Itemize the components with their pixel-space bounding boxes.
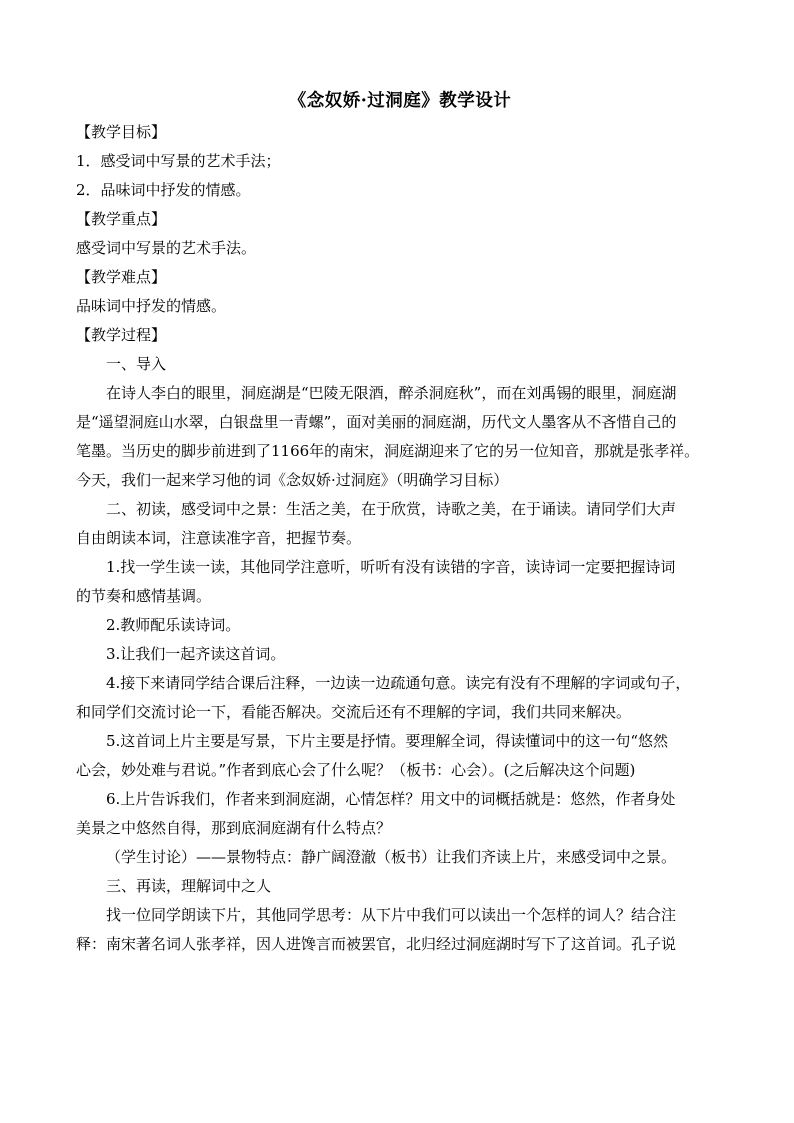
text-line: 在诗人李白的眼里，洞庭湖是“巴陵无限酒，醉杀洞庭秋”，而在刘禹锡的眼里，洞庭湖 [106,384,677,402]
text-line: 1.找一学生读一读，其他同学注意听，听听有没有读错的字音，读诗词一定要把握诗词 [106,558,676,576]
text-line: 和同学们交流讨论一下，看能否解决。交流后还有不理解的字词，我们共同来解决。 [76,703,632,721]
document-body [76,118,724,959]
text-line: 三、再读，理解词中之人 [106,877,272,895]
text-line: 2．品味词中抒发的情感。 [76,181,251,199]
document-title: 《念奴娇·过洞庭》教学设计 [288,91,512,111]
text-line: 品味词中抒发的情感。 [76,297,227,315]
text-line: 3.让我们一起齐读这首词。 [106,645,286,663]
text-line: 感受词中写景的艺术手法。 [76,239,257,257]
text-line: 【教学目标】 [76,123,167,141]
text-line: 二、初读，感受词中之景：生活之美，在于欣赏，诗歌之美，在于诵读。请同学们大声 [106,500,677,518]
text-line: 心会，妙处难与君说。”作者到底心会了什么呢？（板书：心会）。(之后解决这个问题) [76,761,636,779]
text-line: 的节奏和感情基调。 [76,587,212,605]
text-line: 【教学重点】 [76,210,167,228]
text-line: 释：南宋著名词人张孝祥，因人进馋言而被罢官，北归经过洞庭湖时写下了这首词。孔子说 [76,935,677,953]
text-line: 4.接下来请同学结合课后注释，一边读一边疏通句意。读完有没有不理解的字词或句子， [106,674,691,692]
text-line: 2.教师配乐读诗词。 [106,616,241,634]
text-line: 是“遥望洞庭山水翠，白银盘里一青螺”，面对美丽的洞庭湖，历代文人墨客从不吝惜自己的 [76,413,677,431]
text-line: 1．感受词中写景的艺术手法； [76,152,281,170]
text-line: 美景之中悠然自得，那到底洞庭湖有什么特点？ [76,819,392,837]
text-line: （学生讨论）——景物特点：静广阔澄澈（板书）让我们齐读上片，来感受词中之景。 [106,848,677,866]
text-line: 6.上片告诉我们，作者来到洞庭湖，心情怎样？用文中的词概括就是：悠然，作者身处 [106,790,676,808]
text-line: 找一位同学朗读下片，其他同学思考：从下片中我们可以读出一个怎样的词人？结合注 [106,906,677,924]
text-line: 【教学过程】 [76,326,167,344]
text-line: 5.这首词上片主要是写景，下片主要是抒情。要理解全词，得读懂词中的这一句“悠然 [106,732,668,750]
text-line: 一、导入 [106,355,167,373]
text-line: 笔墨。当历史的脚步前进到了1166年的南宋，洞庭湖迎来了它的另一位知音，那就是张孝祥。 [76,442,700,460]
text-line: 【教学难点】 [76,268,167,286]
text-line: 今天，我们一起来学习他的词《念奴娇·过洞庭》（明确学习目标） [76,471,509,489]
text-line: 自由朗读本词，注意读准字音，把握节奏。 [76,529,362,547]
document-page [76,86,724,959]
